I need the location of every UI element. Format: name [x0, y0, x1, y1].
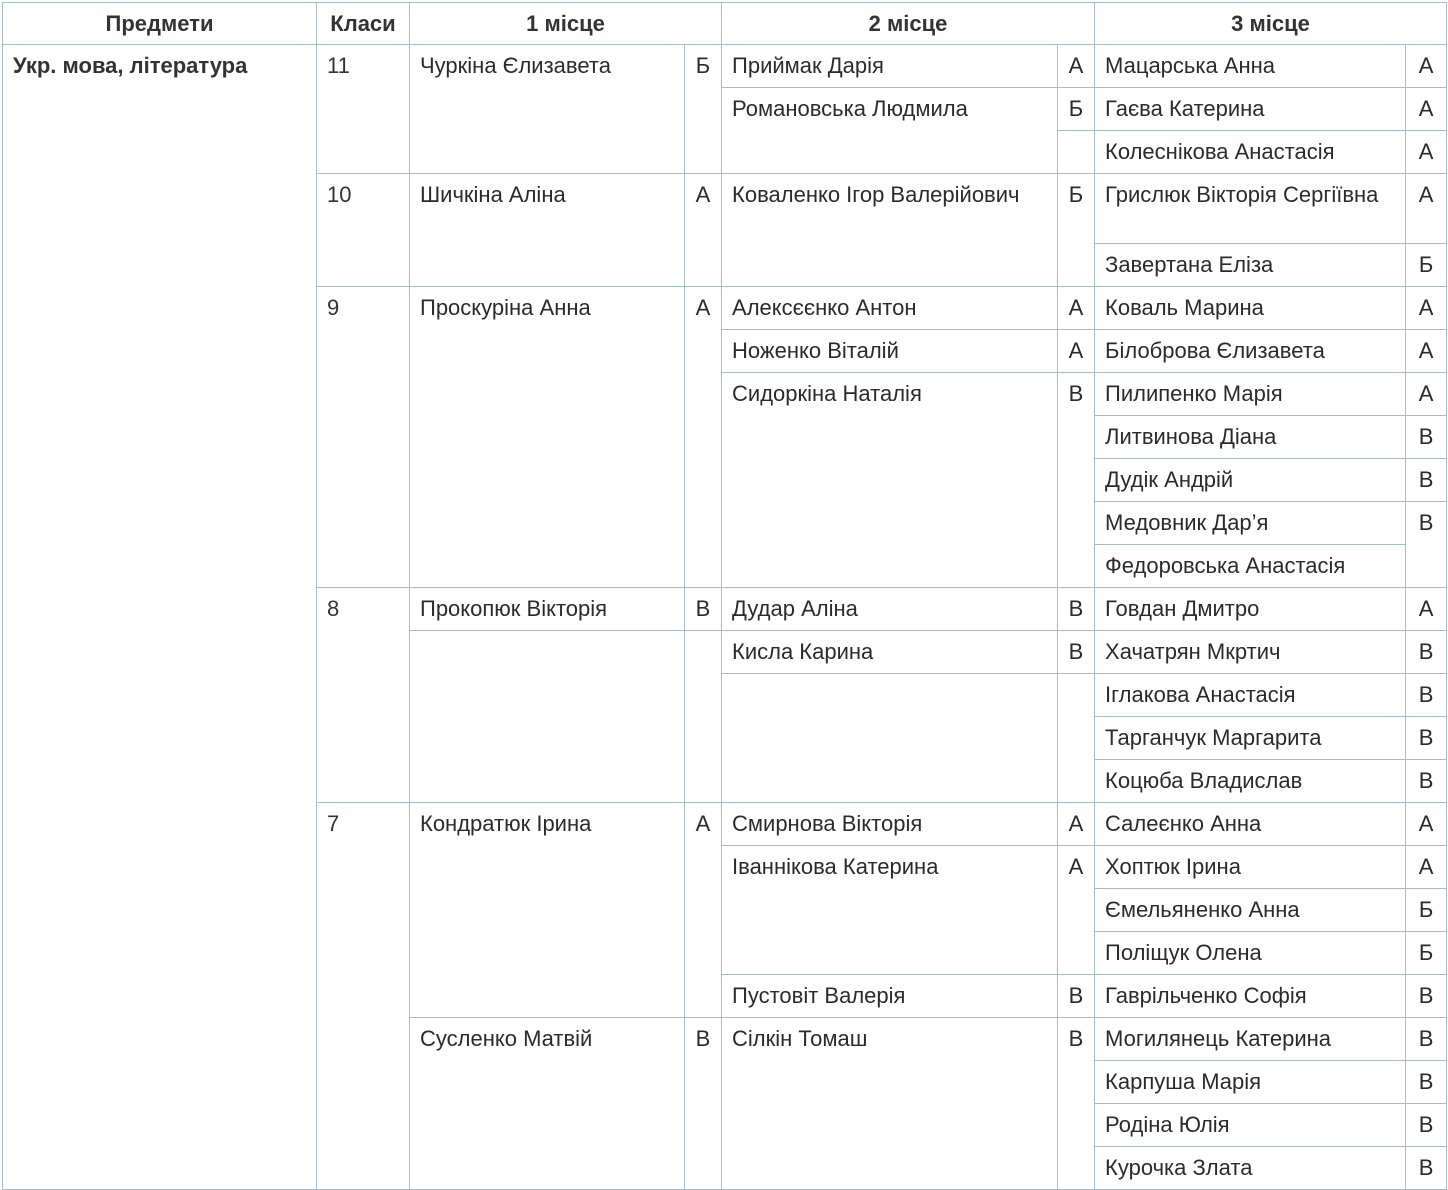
second-place-class-letter: А — [1058, 330, 1095, 373]
second-place-class-letter: В — [1058, 1018, 1095, 1190]
second-place-class-letter: А — [1058, 287, 1095, 330]
third-place-name: Медовник Дар’я — [1095, 502, 1406, 545]
header-subjects: Предмети — [3, 3, 317, 45]
third-place-class-letter: В — [1406, 674, 1447, 717]
second-place-name: Смирнова Вікторія — [722, 803, 1058, 846]
third-place-name: Пилипенко Марія — [1095, 373, 1406, 416]
third-place-name: Хоптюк Ірина — [1095, 846, 1406, 889]
subject-cell: Укр. мова, література — [3, 45, 317, 1190]
third-place-name: Мацарська Анна — [1095, 45, 1406, 88]
first-place-class-letter: А — [685, 287, 722, 588]
first-place-name: Шичкіна Аліна — [410, 174, 685, 287]
third-place-class-letter: В — [1406, 459, 1447, 502]
second-place-name: Романовська Людмила — [722, 88, 1058, 174]
second-place-name: Ноженко Віталій — [722, 330, 1058, 373]
second-place-name: Алексєєнко Антон — [722, 287, 1058, 330]
table-row — [3, 45, 1447, 88]
third-place-class-letter: В — [1406, 1147, 1447, 1190]
second-place-name: Дудар Аліна — [722, 588, 1058, 631]
third-place-class-letter: Б — [1406, 889, 1447, 932]
first-place-class-letter: Б — [685, 45, 722, 174]
third-place-name: Тарганчук Маргарита — [1095, 717, 1406, 760]
second-place-name: Сілкін Томаш — [722, 1018, 1058, 1190]
third-place-name: Федоровська Анастасія — [1095, 545, 1406, 588]
third-place-name: Ємельяненко Анна — [1095, 889, 1406, 932]
third-place-class-letter: В — [1406, 1061, 1447, 1104]
second-place-name: Сидоркіна Наталія — [722, 373, 1058, 588]
grade-cell: 9 — [317, 287, 410, 588]
third-place-class-letter: В — [1406, 1104, 1447, 1147]
third-place-name: Завертана Еліза — [1095, 244, 1406, 287]
third-place-class-letter: А — [1406, 88, 1447, 131]
third-place-name: Родіна Юлія — [1095, 1104, 1406, 1147]
third-place-class-letter: В — [1406, 502, 1447, 588]
third-place-class-letter: В — [1406, 760, 1447, 803]
third-place-class-letter: А — [1406, 287, 1447, 330]
empty-cell — [685, 631, 722, 803]
third-place-name: Литвинова Діана — [1095, 416, 1406, 459]
third-place-class-letter: В — [1406, 416, 1447, 459]
third-place-class-letter: Б — [1406, 244, 1447, 287]
second-place-name: Кисла Карина — [722, 631, 1058, 674]
third-place-name: Могилянець Катерина — [1095, 1018, 1406, 1061]
second-place-class-letter: В — [1058, 373, 1095, 588]
second-place-class-letter: Б — [1058, 174, 1095, 287]
third-place-class-letter: В — [1406, 1018, 1447, 1061]
second-place-class-letter: А — [1058, 45, 1095, 88]
third-place-class-letter: В — [1406, 631, 1447, 674]
first-place-name: Кондратюк Ірина — [410, 803, 685, 1018]
first-place-class-letter: А — [685, 174, 722, 287]
empty-cell — [410, 631, 685, 803]
grade-cell: 10 — [317, 174, 410, 287]
empty-cell — [1058, 674, 1095, 803]
empty-cell — [1058, 131, 1095, 174]
third-place-name: Гаврільченко Софія — [1095, 975, 1406, 1018]
first-place-name: Чуркіна Єлизавета — [410, 45, 685, 174]
third-place-name: Колеснікова Анастасія — [1095, 131, 1406, 174]
second-place-name: Коваленко Ігор Валерійович — [722, 174, 1058, 287]
third-place-class-letter: А — [1406, 131, 1447, 174]
third-place-name: Салеєнко Анна — [1095, 803, 1406, 846]
second-place-class-letter: В — [1058, 975, 1095, 1018]
grade-cell: 11 — [317, 45, 410, 174]
third-place-name: Коваль Марина — [1095, 287, 1406, 330]
second-place-class-letter: А — [1058, 803, 1095, 846]
first-place-class-letter: В — [685, 1018, 722, 1190]
third-place-name: Карпуша Марія — [1095, 1061, 1406, 1104]
third-place-class-letter: Б — [1406, 932, 1447, 975]
first-place-name: Сусленко Матвій — [410, 1018, 685, 1190]
header-second-place: 2 місце — [722, 3, 1095, 45]
third-place-class-letter: А — [1406, 846, 1447, 889]
third-place-class-letter: А — [1406, 174, 1447, 244]
first-place-class-letter: В — [685, 588, 722, 631]
second-place-class-letter: В — [1058, 631, 1095, 674]
third-place-name: Грислюк Вікторія Сергіївна — [1095, 174, 1406, 244]
second-place-name: Приймак Дарія — [722, 45, 1058, 88]
header-third-place: 3 місце — [1095, 3, 1447, 45]
third-place-class-letter: В — [1406, 975, 1447, 1018]
second-place-class-letter: А — [1058, 846, 1095, 975]
olympiad-results-table — [2, 2, 1447, 1190]
third-place-name: Білоброва Єлизавета — [1095, 330, 1406, 373]
third-place-class-letter: А — [1406, 330, 1447, 373]
grade-cell: 7 — [317, 803, 410, 1190]
second-place-name: Пустовіт Валерія — [722, 975, 1058, 1018]
empty-cell — [722, 674, 1058, 803]
header-grades: Класи — [317, 3, 410, 45]
second-place-class-letter: Б — [1058, 88, 1095, 131]
header-row — [3, 3, 1447, 45]
third-place-class-letter: А — [1406, 588, 1447, 631]
first-place-class-letter: А — [685, 803, 722, 1018]
first-place-name: Прокопюк Вікторія — [410, 588, 685, 631]
third-place-class-letter: А — [1406, 373, 1447, 416]
third-place-class-letter: А — [1406, 803, 1447, 846]
second-place-class-letter: В — [1058, 588, 1095, 631]
third-place-name: Дудік Андрій — [1095, 459, 1406, 502]
third-place-class-letter: В — [1406, 717, 1447, 760]
third-place-name: Поліщук Олена — [1095, 932, 1406, 975]
third-place-class-letter: А — [1406, 45, 1447, 88]
third-place-name: Гаєва Катерина — [1095, 88, 1406, 131]
third-place-name: Коцюба Владислав — [1095, 760, 1406, 803]
grade-cell: 8 — [317, 588, 410, 803]
third-place-name: Курочка Злата — [1095, 1147, 1406, 1190]
third-place-name: Хачатрян Мкртич — [1095, 631, 1406, 674]
third-place-name: Говдан Дмитро — [1095, 588, 1406, 631]
second-place-name: Іваннікова Катерина — [722, 846, 1058, 975]
header-first-place: 1 місце — [410, 3, 722, 45]
first-place-name: Проскуріна Анна — [410, 287, 685, 588]
third-place-name: Іглакова Анастасія — [1095, 674, 1406, 717]
